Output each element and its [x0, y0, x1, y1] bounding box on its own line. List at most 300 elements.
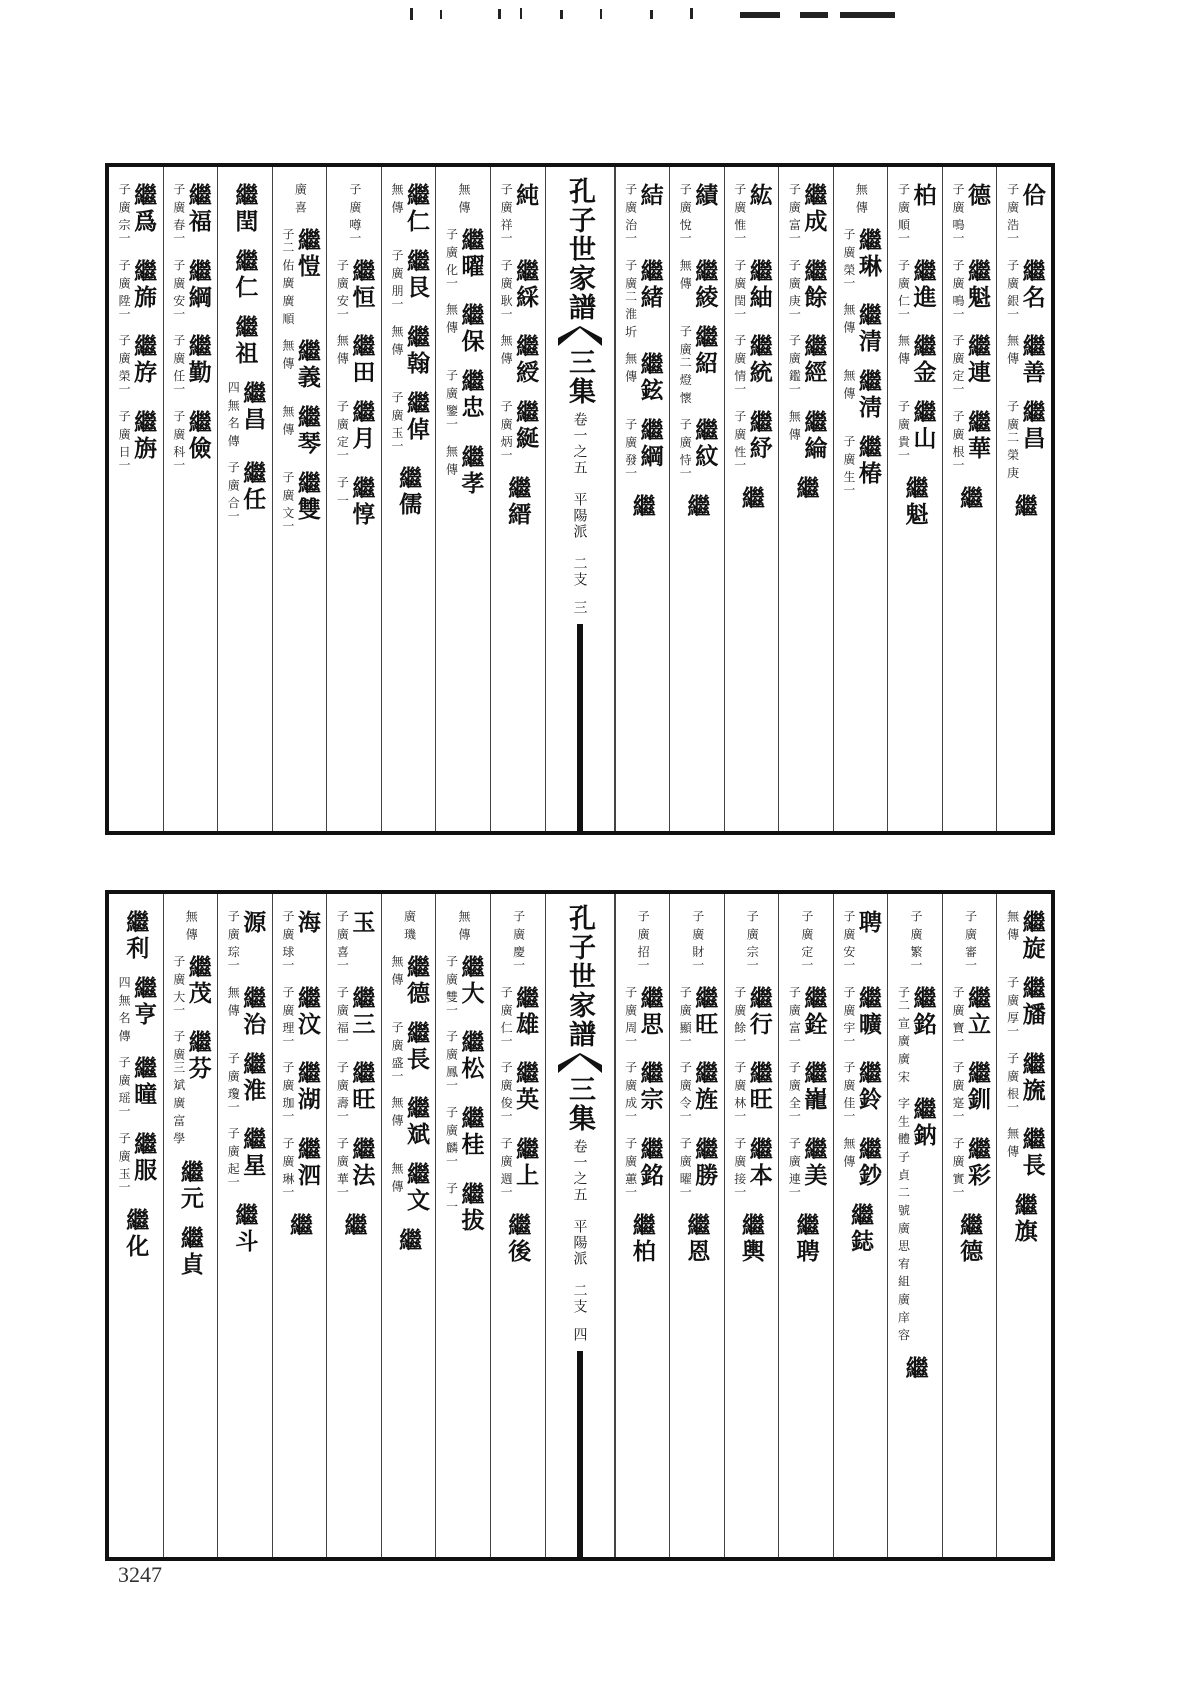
descendant-note: 子 廣 琳一 — [280, 1136, 295, 1199]
name-entry — [444, 303, 483, 355]
person-name: 繼仁 — [402, 183, 430, 235]
name-entry — [901, 1355, 929, 1382]
descendant-note: 無 傳 — [841, 303, 856, 335]
name-entry — [116, 976, 158, 1043]
person-name: 繼 — [792, 475, 820, 502]
descendant-note: 子 廣 理一 — [280, 985, 295, 1048]
descendant-note: 子 廣 順一 — [896, 183, 911, 245]
person-name: 源 — [239, 910, 267, 936]
descendant-note: 子 廣 珈一 — [280, 1061, 295, 1123]
column-grid — [109, 167, 1051, 831]
person-name: 繼旗 — [1010, 1193, 1038, 1246]
descendant-note: 子 廣 貴一 — [896, 400, 911, 462]
descendant-note: 子 廣 顯一 — [678, 985, 693, 1048]
register-column — [381, 894, 436, 1557]
person-name: 繼琴 — [293, 405, 321, 458]
register-column — [887, 894, 942, 1557]
name-entry — [335, 986, 374, 1048]
descendant-note: 子二 宣 廣 廣 宋 — [896, 985, 911, 1083]
register-column — [996, 167, 1051, 831]
person-name: 繼 — [628, 493, 656, 520]
descendant-note: 無 傳 — [444, 445, 459, 476]
person-name: 繼閏 — [231, 183, 259, 235]
name-entry — [116, 409, 158, 472]
descendant-note: 子 廣 餘一 — [732, 985, 747, 1048]
person-name: 繼清 — [854, 303, 882, 356]
person-name: 紘 — [745, 183, 773, 209]
person-name: 繼上 — [512, 1136, 540, 1189]
person-name: 繼 — [395, 1228, 423, 1255]
register-column — [490, 167, 545, 831]
person-name: 繼旌 — [691, 1061, 719, 1114]
person-name: 繼 — [683, 493, 711, 520]
name-entry — [226, 381, 265, 447]
descendant-note: 無 傳 — [389, 954, 404, 986]
descendant-note: 子 廣 仁一 — [499, 985, 514, 1048]
name-entry — [444, 445, 483, 497]
person-name: 繼連 — [964, 334, 992, 387]
person-name: 繼淸 — [854, 369, 882, 422]
name-entry — [1005, 183, 1044, 245]
person-name: 繼倬 — [402, 390, 430, 443]
name-entry — [444, 369, 483, 431]
person-name: 繼勝 — [691, 1136, 719, 1189]
name-entry — [792, 1212, 820, 1265]
person-name: 繼湖 — [293, 1061, 321, 1114]
genealogy-page-top — [105, 163, 1055, 835]
name-entry — [677, 1061, 719, 1123]
descendant-note: 無 傳 — [1005, 1127, 1020, 1159]
person-name: 繼爲 — [130, 183, 158, 235]
fishtail-mark-icon — [558, 1053, 602, 1073]
descendant-note: 子 廣 厚一 — [1005, 976, 1020, 1038]
name-entry — [950, 409, 992, 472]
name-entry — [280, 228, 319, 325]
descendant-note: 無 傳 — [280, 339, 295, 370]
person-name: 繼綵 — [512, 258, 540, 311]
name-entry — [956, 1212, 984, 1265]
person-name: 繼任 — [239, 461, 267, 514]
person-name: 繼拔 — [457, 1181, 485, 1234]
name-entry — [280, 471, 319, 533]
descendant-note: 子 廣 庚一 — [787, 258, 802, 321]
register-column — [272, 167, 327, 831]
person-name: 柏 — [909, 183, 937, 209]
name-entry — [335, 259, 374, 321]
descendant-note: 子 廣 富一 — [787, 183, 802, 245]
name-entry — [623, 1137, 662, 1199]
book-spine-center — [545, 894, 615, 1557]
name-entry — [787, 183, 826, 245]
person-name: 繼鈴 — [854, 1061, 882, 1114]
name-entry — [896, 183, 935, 245]
name-entry — [226, 1052, 265, 1114]
descendant-note: 子 廣 曜一 — [678, 1136, 693, 1199]
name-entry — [171, 1030, 210, 1145]
register-column — [109, 167, 163, 831]
collection-label: 三集 — [564, 1075, 595, 1133]
name-entry — [737, 1212, 765, 1265]
name-entry — [1005, 334, 1044, 386]
person-name: 繼紬 — [745, 258, 773, 311]
continuation-note: 廣 喜 — [293, 183, 308, 214]
descendant-note: 字 生 體 子 貞 二 號 廣 思 宥 組 廣 庠 容 — [896, 1096, 911, 1342]
continuation-note: 無 傳 — [457, 183, 472, 214]
descendant-note: 無 傳 — [389, 1096, 404, 1128]
name-entry — [732, 1137, 771, 1199]
descendant-note: 子 廣 陞一 — [117, 258, 132, 321]
name-entry — [280, 405, 319, 457]
name-entry — [896, 400, 935, 462]
name-entry — [444, 1106, 483, 1168]
name-entry — [498, 183, 540, 245]
name-entry — [444, 1182, 483, 1234]
person-name: 繼宗 — [636, 1061, 664, 1114]
name-entry — [171, 259, 210, 321]
name-entry — [841, 369, 880, 421]
name-entry — [677, 1136, 719, 1199]
volume-branch-label: 卷一之五 平陽派 二支 — [571, 1139, 588, 1315]
person-name: 繼田 — [348, 334, 376, 387]
descendant-note: 子 廣 大一 — [171, 954, 186, 1017]
name-entry — [176, 1225, 204, 1278]
name-entry — [226, 910, 265, 972]
descendant-note: 子 廣 成一 — [623, 1061, 638, 1123]
register-column — [833, 167, 888, 831]
name-entry — [285, 1212, 313, 1239]
register-column — [942, 894, 997, 1557]
name-entry — [280, 910, 319, 972]
person-name: 繼保 — [457, 303, 485, 356]
person-name: 繼泗 — [293, 1136, 321, 1189]
leaf-number: 四 — [571, 1327, 588, 1341]
name-entry — [122, 1207, 150, 1260]
person-name: 繼翰 — [402, 324, 430, 377]
person-name: 繼斌 — [402, 1096, 430, 1149]
name-entry — [389, 183, 428, 235]
person-name: 繼旺 — [348, 1061, 376, 1114]
person-name: 繼元 — [176, 1159, 204, 1212]
descendant-note: 子 廣 鳳一 — [444, 1030, 459, 1093]
name-entry — [787, 334, 826, 396]
name-entry — [280, 1061, 319, 1123]
descendant-note: 無 傳 — [389, 1162, 404, 1194]
descendant-note: 無 傳 — [896, 334, 911, 366]
name-entry — [116, 183, 158, 245]
person-name: 繼旋 — [1018, 910, 1046, 962]
person-name: 繼治 — [239, 985, 267, 1038]
name-entry — [389, 955, 428, 1007]
descendant-note: 無 傳 — [444, 303, 459, 335]
descendant-note: 子 廣 安一 — [335, 258, 350, 321]
person-name: 繼福 — [184, 183, 212, 235]
descendant-note: 子 廣 球一 — [280, 910, 295, 972]
person-name: 玉 — [348, 910, 376, 936]
name-entry — [116, 334, 158, 396]
person-name: 繼銓 — [800, 985, 828, 1038]
person-name: 繼昌 — [1018, 400, 1046, 453]
name-entry — [847, 1202, 875, 1255]
name-entry — [787, 259, 826, 321]
name-entry — [231, 1202, 259, 1255]
descendant-note: 四 無 名 傳 — [226, 381, 241, 448]
name-entry — [841, 910, 880, 972]
name-entry — [732, 410, 771, 472]
descendant-note: 子 廣 佳一 — [841, 1061, 856, 1123]
person-name: 繼金 — [909, 334, 937, 387]
register-column — [217, 167, 272, 831]
name-entry — [1005, 976, 1044, 1038]
descendant-note: 子 廣 富一 — [787, 985, 802, 1048]
descendant-note: 子 廣 鑒一 — [444, 369, 459, 432]
person-name: 繼聘 — [792, 1212, 820, 1265]
person-name: 繼文 — [402, 1162, 430, 1215]
person-name: 繼 — [1010, 493, 1038, 520]
person-name: 繼德 — [956, 1212, 984, 1265]
descendant-note: 子 廣 耿一 — [499, 258, 514, 321]
name-entry — [226, 461, 265, 523]
name-entry — [841, 1137, 880, 1189]
name-entry — [498, 400, 540, 462]
book-title: 孔子世家譜 — [564, 177, 595, 322]
name-entry — [683, 493, 711, 520]
name-entry — [1010, 493, 1038, 520]
descendant-note: 子 廣 盛一 — [389, 1020, 404, 1083]
person-name: 繼旒 — [1018, 1051, 1046, 1104]
descendant-note: 子 廣 宇一 — [841, 985, 856, 1048]
descendant-note: 子 廣 生一 — [841, 435, 856, 498]
descendant-note: 子二 佑 廣 廣 順 — [280, 227, 295, 326]
name-entry — [395, 466, 423, 519]
name-entry — [677, 418, 719, 480]
descendant-note: 子 廣 榮一 — [117, 334, 132, 396]
descendant-note: 無 傳 — [841, 1136, 856, 1168]
descendant-note: 子 廣 福一 — [335, 985, 350, 1048]
name-entry — [950, 258, 992, 321]
descendant-note: 子 廣 悅一 — [678, 183, 693, 245]
name-entry — [623, 183, 662, 245]
person-name: 繼綾 — [691, 258, 719, 311]
genealogy-page-bottom — [105, 890, 1055, 1561]
descendant-note: 子 廣 合一 — [226, 461, 241, 524]
name-entry — [389, 249, 428, 311]
name-entry — [732, 259, 771, 321]
name-entry — [732, 1061, 771, 1123]
descendant-note: 子 廣 炳一 — [499, 400, 514, 462]
name-entry — [950, 183, 992, 245]
name-entry — [444, 1030, 483, 1092]
person-name: 繼愷 — [293, 227, 321, 280]
person-name: 繼曜 — [457, 227, 485, 280]
descendant-note: 子 廣 發一 — [623, 418, 638, 480]
name-entry — [389, 1096, 428, 1148]
descendant-note: 子 廣 麟一 — [444, 1106, 459, 1168]
name-entry — [498, 985, 540, 1048]
name-entry — [623, 418, 662, 480]
name-entry — [732, 986, 771, 1048]
person-name: 繼山 — [909, 400, 937, 453]
person-name: 繼星 — [239, 1127, 267, 1180]
person-name: 聘 — [854, 910, 882, 936]
person-name: 繼後 — [504, 1212, 532, 1265]
name-entry — [623, 1061, 662, 1123]
descendant-note: 無 傳 — [623, 352, 638, 383]
person-name: 繼雄 — [512, 985, 540, 1038]
name-entry — [950, 1061, 992, 1123]
descendant-note: 子 一 — [335, 475, 350, 507]
name-entry — [623, 259, 662, 338]
person-name: 繼紹 — [691, 324, 719, 377]
name-entry — [677, 258, 719, 311]
descendant-note: 子 廣 恃一 — [678, 418, 693, 480]
register-column — [326, 167, 381, 831]
name-entry — [1005, 400, 1044, 479]
descendant-note: 子 廣 寶一 — [951, 985, 966, 1048]
name-entry — [677, 183, 719, 245]
name-entry — [395, 1228, 423, 1255]
descendant-note: 無 傳 — [1005, 334, 1020, 366]
person-name: 繼緒 — [636, 258, 664, 311]
continuation-note: 子 廣 繁一 — [908, 910, 923, 972]
page-number: 3247 — [118, 1562, 162, 1587]
name-entry — [628, 493, 656, 520]
person-name: 繼旺 — [745, 1061, 773, 1114]
person-name: 繼汶 — [293, 985, 321, 1038]
person-name: 繼艮 — [402, 249, 430, 301]
register-column — [615, 167, 670, 831]
name-entry — [950, 1136, 992, 1199]
name-entry — [841, 228, 880, 290]
descendant-note: 子 廣 俊一 — [499, 1061, 514, 1123]
name-entry — [389, 391, 428, 453]
person-name: 繼仁 — [231, 249, 259, 301]
name-entry — [171, 955, 210, 1017]
name-entry — [950, 985, 992, 1048]
descendant-note: 子 廣 榮一 — [841, 227, 856, 290]
person-name: 繼忠 — [457, 369, 485, 422]
name-entry — [787, 1137, 826, 1199]
name-entry — [226, 1127, 265, 1189]
person-name: 繼孝 — [457, 445, 485, 498]
name-entry — [389, 1162, 428, 1214]
person-name: 繼貞 — [176, 1225, 204, 1278]
continuation-note: 無 傳 — [854, 183, 869, 214]
name-entry — [116, 258, 158, 321]
person-name: 繼旃 — [130, 409, 158, 462]
column-grid — [109, 894, 1051, 1557]
descendant-note: 子 廣 令一 — [678, 1061, 693, 1123]
descendant-note: 子 廣 日一 — [117, 409, 132, 472]
continuation-note: 子 廣 定一 — [799, 910, 814, 972]
name-entry — [896, 259, 935, 321]
name-entry — [176, 1159, 204, 1212]
register-column — [217, 894, 272, 1557]
descendant-note: 子 廣 治一 — [623, 183, 638, 245]
descendant-note: 子 廣 林一 — [732, 1061, 747, 1123]
continuation-note: 子 廣 慶一 — [511, 910, 526, 972]
name-entry — [498, 1061, 540, 1123]
descendant-note: 子 廣三 斌 廣 富 學 — [171, 1030, 186, 1146]
name-entry — [787, 410, 826, 462]
person-name: 繼紓 — [745, 409, 773, 462]
name-entry — [787, 986, 826, 1048]
descendant-note: 子 廣 週一 — [499, 1136, 514, 1199]
name-entry — [340, 1212, 368, 1239]
descendant-note: 子 廣 任一 — [171, 334, 186, 396]
continuation-note: 子 廣 招一 — [636, 910, 651, 972]
register-column — [669, 167, 724, 831]
person-name: 繼彩 — [964, 1136, 992, 1189]
book-title: 孔子世家譜 — [564, 904, 595, 1049]
descendant-note: 子 廣二 淮 圻 — [623, 258, 638, 339]
descendant-note: 子 廣 壽一 — [335, 1061, 350, 1123]
person-name: 績 — [691, 183, 719, 209]
descendant-note: 無 傳 — [226, 985, 241, 1017]
person-name: 繼旙 — [1018, 976, 1046, 1028]
person-name: 繼紋 — [691, 418, 719, 471]
register-column — [490, 894, 545, 1557]
person-name: 繼華 — [964, 409, 992, 462]
name-entry — [732, 183, 771, 245]
name-entry — [841, 1061, 880, 1123]
person-name: 結 — [636, 183, 664, 209]
person-name: 純 — [512, 183, 540, 209]
name-entry — [335, 476, 374, 528]
person-name: 繼斗 — [231, 1202, 259, 1255]
descendant-note: 子 廣 鳴一 — [951, 258, 966, 321]
descendant-note: 子 廣 鑑一 — [787, 334, 802, 396]
descendant-note: 子 廣 根一 — [1005, 1051, 1020, 1114]
name-entry — [737, 485, 765, 512]
descendant-note: 子 廣 起一 — [226, 1127, 241, 1189]
descendant-note: 子 廣 文一 — [280, 471, 295, 533]
descendant-note: 子 廣 接一 — [732, 1136, 747, 1199]
person-name: 繼銘 — [636, 1136, 664, 1189]
descendant-note: 子 一 — [444, 1181, 459, 1213]
person-name: 繼英 — [512, 1061, 540, 1114]
name-entry — [498, 258, 540, 321]
name-entry — [231, 249, 259, 301]
descendant-note: 無 傳 — [841, 369, 856, 401]
descendant-note: 子 廣 實一 — [951, 1136, 966, 1199]
descendant-note: 子 廣 性一 — [732, 409, 747, 472]
name-entry — [504, 475, 532, 528]
name-entry — [231, 315, 259, 367]
person-name: 繼恒 — [348, 258, 376, 311]
person-name: 繼德 — [402, 954, 430, 1007]
person-name: 繼茂 — [184, 954, 212, 1007]
descendant-note: 子 廣 喜一 — [335, 910, 350, 972]
descendant-note: 無 傳 — [787, 409, 802, 441]
descendant-note: 子 廣 玉一 — [389, 390, 404, 453]
register-column — [109, 894, 163, 1557]
person-name: 繼本 — [745, 1136, 773, 1189]
name-entry — [116, 1132, 158, 1194]
register-column — [669, 894, 724, 1557]
register-column — [435, 167, 490, 831]
name-entry — [389, 325, 428, 377]
register-column — [435, 894, 490, 1557]
continuation-note: 子 廣 宗一 — [745, 910, 760, 972]
descendant-note: 子 廣二 榮 庚 — [1005, 400, 1020, 480]
continuation-note: 廣 璣 — [402, 910, 417, 941]
name-entry — [841, 986, 880, 1048]
name-entry — [1010, 1193, 1038, 1246]
continuation-note: 子 廣 財一 — [690, 910, 705, 972]
register-column — [724, 167, 779, 831]
person-name: 佮 — [1018, 183, 1046, 209]
name-entry — [335, 1137, 374, 1199]
